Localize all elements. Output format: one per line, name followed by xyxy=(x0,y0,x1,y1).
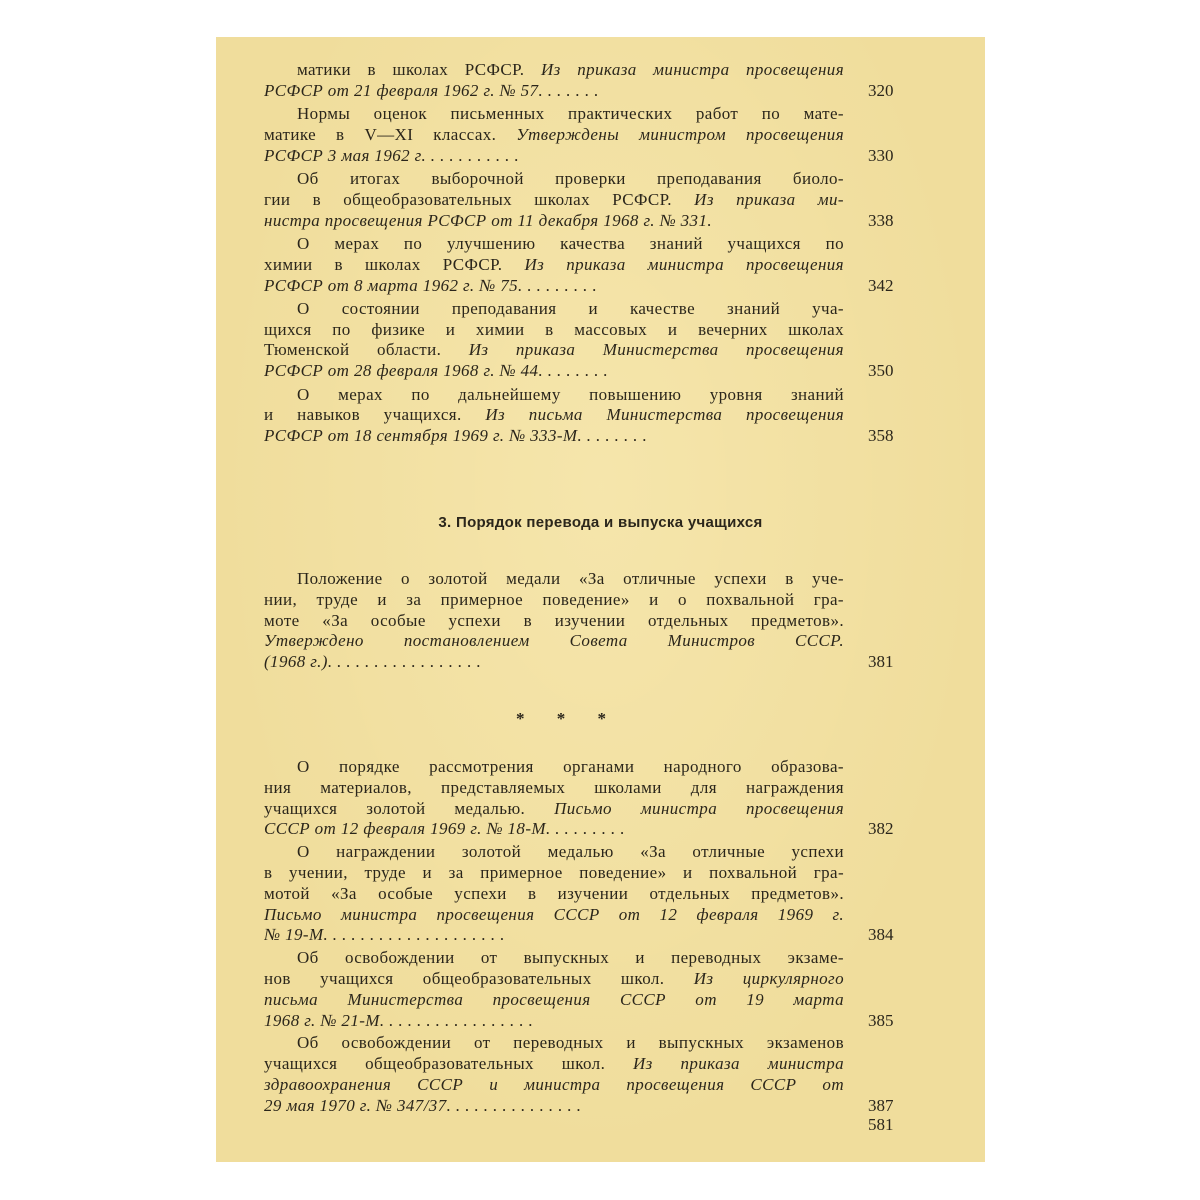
title-text: О мерах по улучшению качества знаний учащихся по xyxy=(297,233,844,253)
title-text: мотой «За особые успехи в изучении отдельных предметов». xyxy=(264,883,844,903)
toc-page-number: 330 xyxy=(868,145,894,165)
citation-text: РСФСР от 21 февраля 1962 г. № 57. . . . . . . xyxy=(264,80,599,100)
toc-entry-line xyxy=(264,81,844,101)
toc-entry-line xyxy=(264,299,844,319)
toc-entry-line xyxy=(264,169,844,189)
title-text: ния материалов, представляемых школами для награждения xyxy=(264,777,844,797)
title-text: матике в V—XI классах. xyxy=(264,124,517,144)
toc-entry-line xyxy=(264,1075,844,1095)
toc-page-number: 338 xyxy=(868,210,894,230)
toc-entry-line xyxy=(264,652,844,672)
title-text: Тюменской области. xyxy=(264,340,469,360)
toc-entry-line xyxy=(264,778,844,798)
toc-entry-line xyxy=(264,819,844,839)
citation-text: РСФСР от 18 сентября 1969 г. № 333-М. . . . . . . . xyxy=(264,426,648,446)
toc-entry-line xyxy=(264,948,844,968)
citation-text: нистра просвещения РСФСР от 11 декабря 1968 г. № 331. xyxy=(264,210,712,230)
citation-text: РСФСР от 28 февраля 1968 г. № 44. . . . . . . . xyxy=(264,361,609,381)
citation-text: Письмо министра просвещения СССР от 12 февраля 1969 г. xyxy=(264,904,844,924)
toc-entry-line xyxy=(264,799,844,819)
title-text: Об освобождении от выпускных и переводных экзаме- xyxy=(297,948,844,968)
toc-entry-line xyxy=(264,863,844,883)
title-text: гии в общеобразовательных школах РСФСР. xyxy=(264,189,695,209)
toc-entry-line xyxy=(264,884,844,904)
section-separator: * * * xyxy=(516,709,620,728)
title-text: моте «За особые успехи в изучении отдельных предметов». xyxy=(264,610,844,630)
title-text: Об итогах выборочной проверки преподавания биоло- xyxy=(297,169,844,188)
toc-entry-line xyxy=(264,146,844,166)
toc-page-number: 384 xyxy=(868,925,894,945)
title-text: О порядке рассмотрения органами народного образова- xyxy=(297,757,844,776)
title-text: нии, труде и за примерное поведение» и о похвальной гра- xyxy=(264,589,844,609)
citation-text: письма Министерства просвещения СССР от 19 марта xyxy=(264,989,844,1009)
toc-entry-line xyxy=(264,234,844,254)
title-text: в учении, труде и за примерное поведение» и похвальной гра- xyxy=(264,863,844,882)
citation-text: 29 мая 1970 г. № 347/37. . . . . . . . . . . . . . . xyxy=(264,1095,582,1115)
title-text: учащихся золотой медалью. xyxy=(264,798,555,818)
citation-text: здравоохранения СССР и министра просвещения СССР от xyxy=(264,1075,844,1094)
toc-entry-line xyxy=(264,190,844,210)
toc-page-number: 387 xyxy=(868,1095,894,1115)
citation-text: Письмо министра просвещения xyxy=(554,798,844,818)
page-number: 581 xyxy=(868,1115,894,1134)
citation-text: Из циркулярного xyxy=(693,969,844,988)
toc-entry-line xyxy=(264,990,844,1010)
toc-entry-line xyxy=(264,1011,844,1031)
toc-entry-line xyxy=(264,969,844,989)
toc-entry-line xyxy=(264,611,844,631)
title-text: нов учащихся общеобразовательных школ. xyxy=(264,969,694,988)
toc-entry-line xyxy=(264,60,844,80)
toc-entry-line xyxy=(264,405,844,425)
toc-entry-line xyxy=(264,757,844,777)
toc-entry-line xyxy=(264,905,844,925)
toc-entry-line xyxy=(264,1033,844,1053)
toc-entry-line xyxy=(264,320,844,340)
title-text: химии в школах РСФСР. xyxy=(264,254,525,274)
toc-page-number: 382 xyxy=(868,819,894,839)
title-text: и навыков учащихся. xyxy=(264,405,486,425)
title-text: Положение о золотой медали «За отличные успехи в уче- xyxy=(297,569,844,588)
citation-text: Утверждено постановлением Совета Министров СССР. xyxy=(264,631,844,651)
toc-page-number: 385 xyxy=(868,1010,894,1030)
toc-entry-line xyxy=(264,340,844,360)
citation-text: 1968 г. № 21-М. . . . . . . . . . . . . . . . . xyxy=(264,1010,534,1030)
citation-text: Из приказа Министерства просвещения xyxy=(468,340,844,360)
citation-text: РСФСР от 8 марта 1962 г. № 75. . . . . . . . . xyxy=(264,275,598,295)
citation-text: Из приказа министра просвещения xyxy=(540,60,845,79)
toc-entry-line xyxy=(264,842,844,862)
title-text: щихся по физике и химии в массовых и вечерних школах xyxy=(264,319,844,339)
citation-text: Из письма Министерства просвещения xyxy=(485,405,844,425)
toc-page-number: 358 xyxy=(868,426,894,446)
toc-entry-line xyxy=(264,125,844,145)
toc-entry-line xyxy=(264,1096,844,1116)
citation-text: Из приказа министра xyxy=(633,1054,845,1074)
citation-text: (1968 г.). . . . . . . . . . . . . . . . . xyxy=(264,652,482,672)
title-text: Об освобождении от переводных и выпускных экзаменов xyxy=(297,1033,844,1053)
title-text: матики в школах РСФСР. xyxy=(297,60,541,79)
toc-entry-line xyxy=(264,361,844,381)
citation-text: Из приказа министра просвещения xyxy=(524,254,844,274)
citation-text: Утверждены министром просвещения xyxy=(516,124,844,144)
toc-entry-line xyxy=(264,426,844,446)
toc-entry-line xyxy=(264,1054,844,1074)
toc-entry-line xyxy=(264,385,844,405)
toc-entry-line xyxy=(264,104,844,124)
citation-text: Из приказа ми- xyxy=(694,189,844,209)
title-text: Нормы оценок письменных практических работ по мате- xyxy=(297,104,844,124)
toc-page-number: 342 xyxy=(868,275,894,295)
title-text: О состоянии преподавания и качестве знаний уча- xyxy=(297,298,844,318)
citation-text: РСФСР 3 мая 1962 г. . . . . . . . . . . xyxy=(264,145,520,165)
book-page xyxy=(216,37,985,1162)
toc-entry-line xyxy=(264,255,844,275)
toc-page-number: 350 xyxy=(868,361,894,381)
title-text: О мерах по дальнейшему повышению уровня знаний xyxy=(297,384,844,404)
title-text: О награждении золотой медалью «За отличные успехи xyxy=(297,842,844,862)
toc-entry-line xyxy=(264,211,844,231)
toc-entry-line xyxy=(264,590,844,610)
toc-page-number: 381 xyxy=(868,652,894,672)
title-text: учащихся общеобразовательных школ. xyxy=(264,1054,633,1074)
section-heading: 3. Порядок перевода и выпуска учащихся xyxy=(438,514,763,531)
toc-entry-line xyxy=(264,925,844,945)
toc-page-number: 320 xyxy=(868,80,894,100)
citation-text: № 19-М. . . . . . . . . . . . . . . . . . . . xyxy=(264,925,505,945)
toc-entry-line xyxy=(264,276,844,296)
citation-text: СССР от 12 февраля 1969 г. № 18-М. . . . . . . . . xyxy=(264,819,625,839)
toc-entry-line xyxy=(264,569,844,589)
toc-entry-line xyxy=(264,631,844,651)
